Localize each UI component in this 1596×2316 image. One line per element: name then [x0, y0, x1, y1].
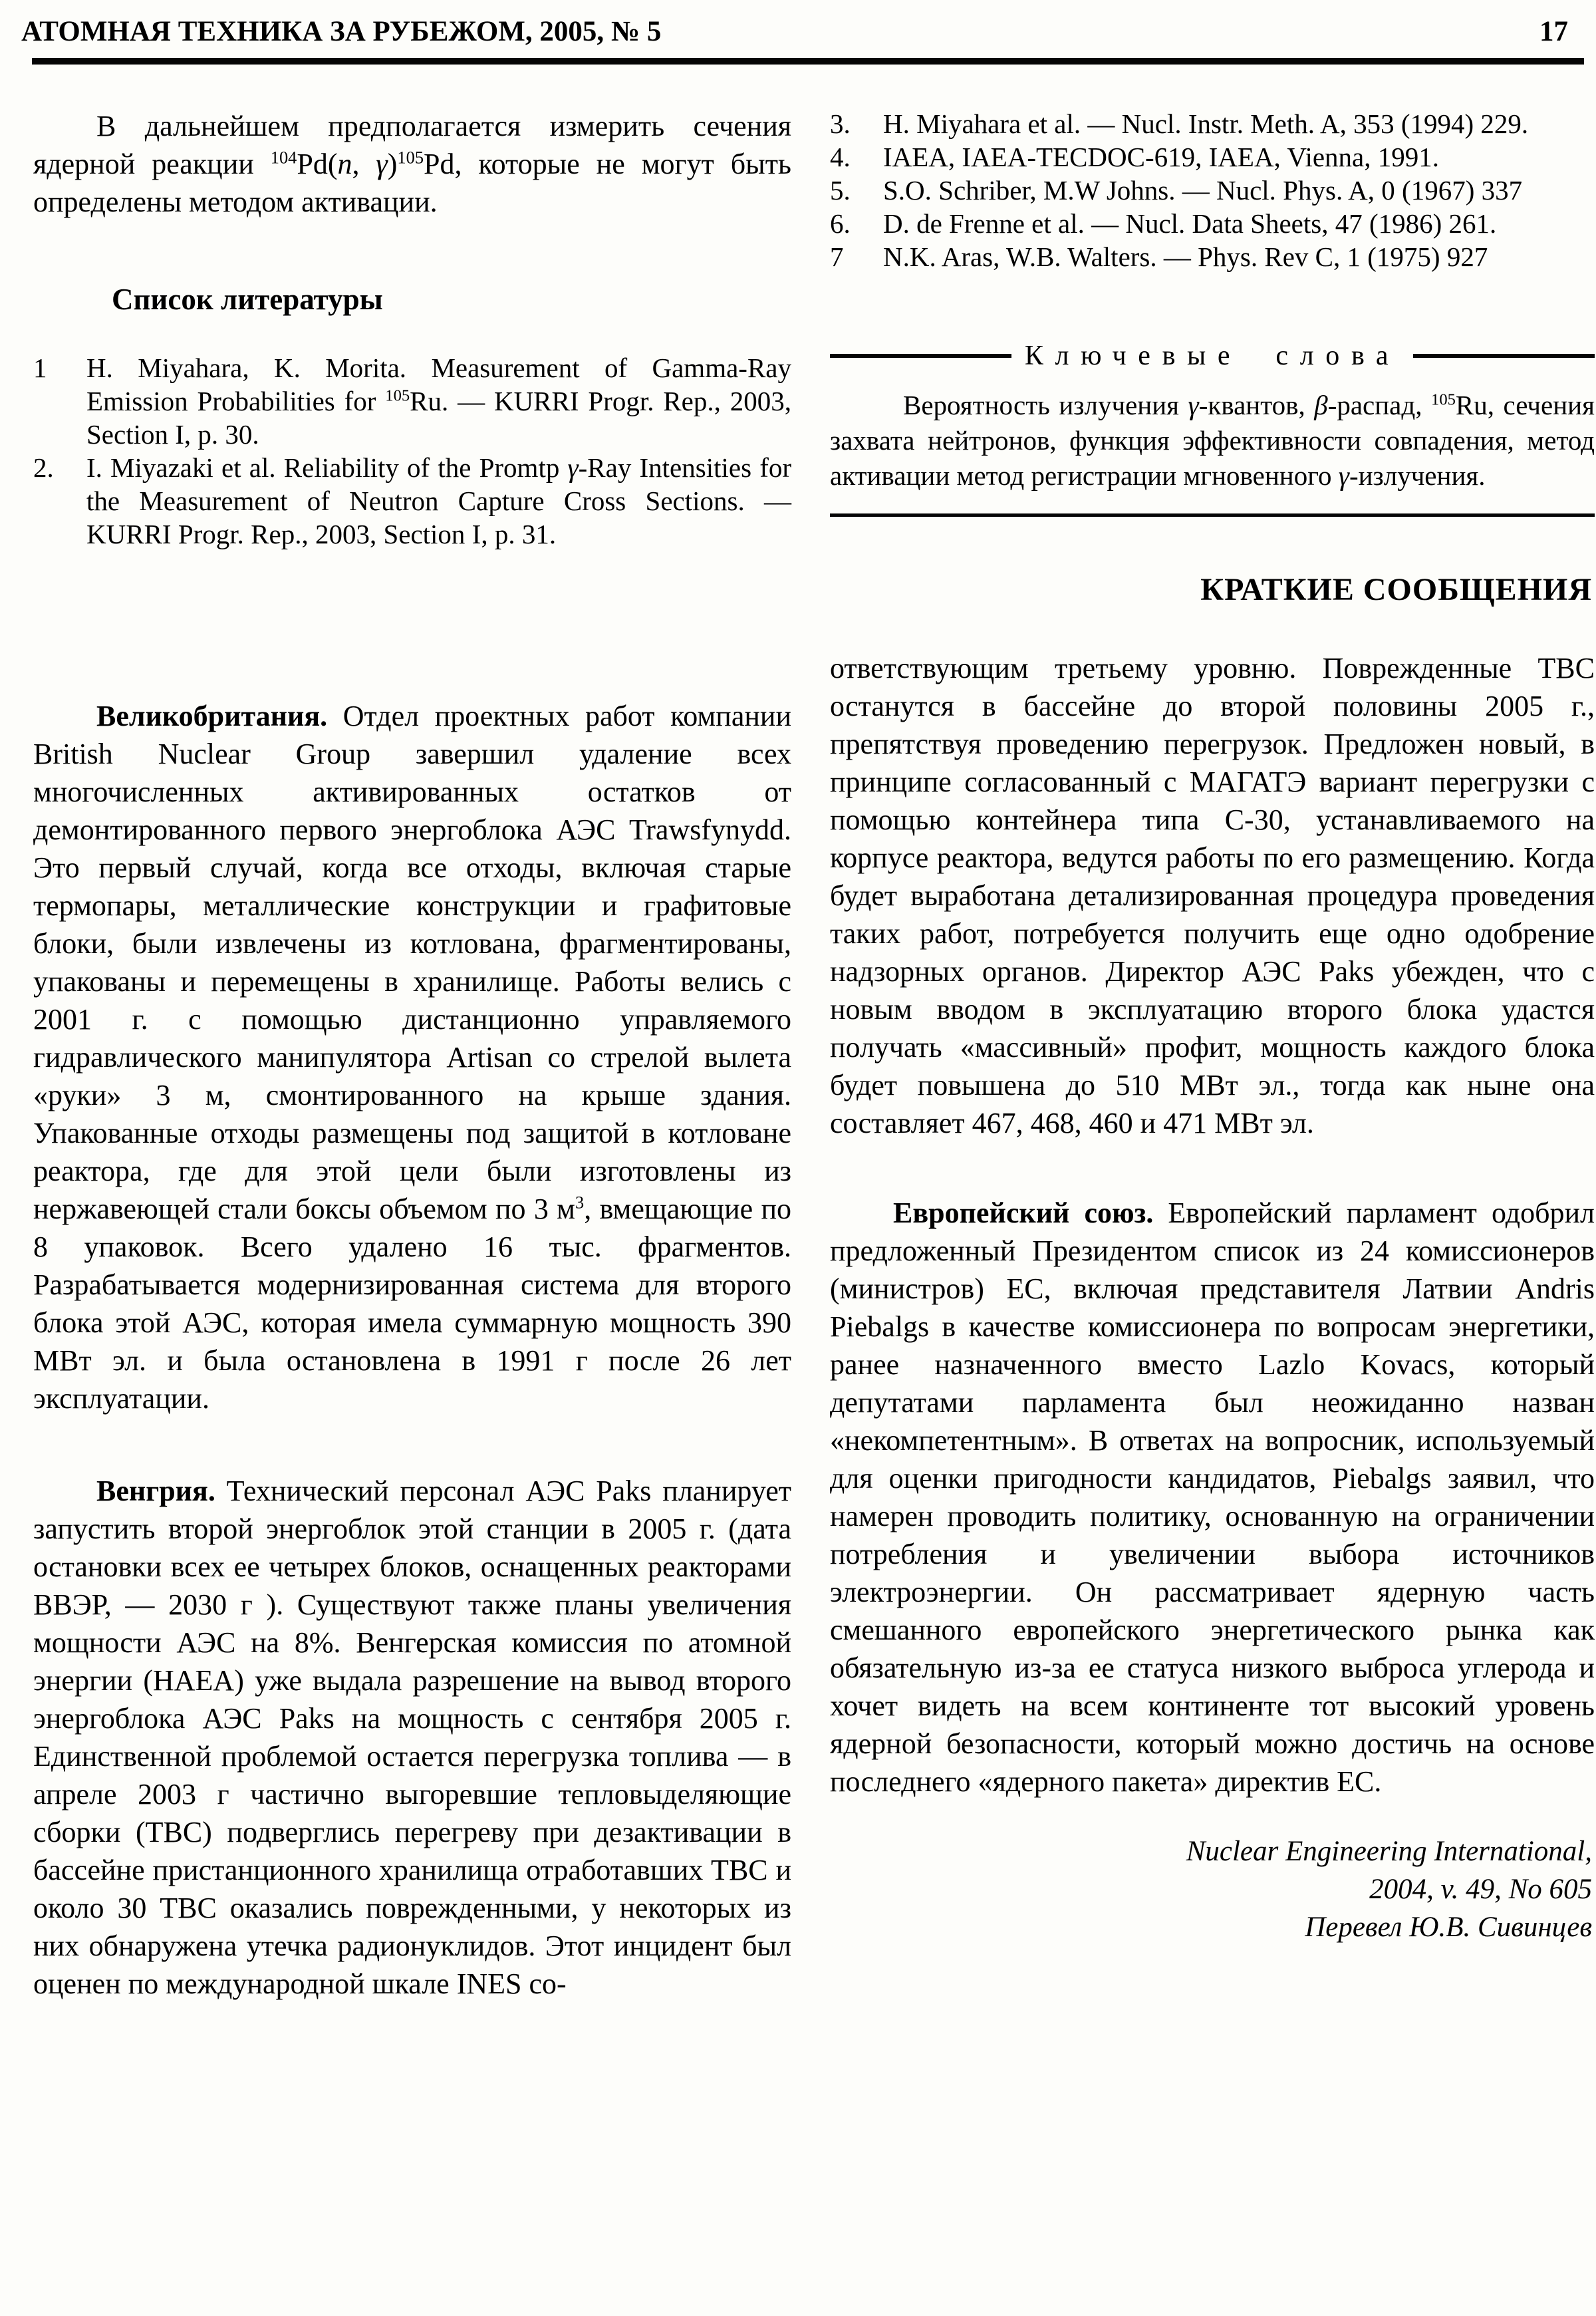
reference-number: 2.	[33, 452, 54, 484]
source-line-translator: Перевел Ю.В. Сивинцев	[1305, 1912, 1592, 1944]
reference-text: N.K. Aras, W.B. Walters. — Phys. Rev C, 1 (1975) 927	[883, 241, 1488, 273]
reference-number: 1	[33, 353, 47, 384]
reference-item	[830, 107, 1595, 140]
paragraph-hungary: Венгрия. Технический персонал АЭС Paks планирует запустить второй энергоблок этой станции в 2005 г. (дата остановки всех ее четырех блоков, оснащенных реакторами ВВЭР, — 2030 г ). Существуют также планы увеличения мощности АЭС на 8%. Венгерская комиссия по атомной энергии (HAEA) уже выдала разрешение на вывод второго энергоблока АЭС Paks на мощность с сентября 2005 г. Единственной проблемой остается перегрузка топлива — в апреле 2003 г частично выгоревшие тепловыделяющие сборки (ТВС) подверглись перегреву при дезактивации в бассейне пристанционного хранилища отработавших ТВС и около 30 ТВС оказались поврежденными, у некоторых из них обнаружена утечка радионуклидов. Этот инцидент был оценен по международной шкале INES со-	[33, 1475, 791, 2001]
paragraph-european-union: Европейский союз. Европейский парламент одобрил предложенный Президентом список из 24 комиссионеров (министров) ЕС, включая представителя Латвии Andris Piebalgs в качестве комиссионера по вопросам энергетики, ранее назначенного вместо Lazlo Kovacs, который депутатами парламента был неожиданно назван «некомпетентным». В ответах на вопросник, используемый для оценки пригодности кандидатов, Piebalgs заявил, что намерен проводить политику, основанную на ограничении потребления и увеличении выбора источников электроэнергии. Он рассматривает ядерную часть смешанного европейского энергетического рынка как обязательную из-за ее статуса низкого выброса углерода и хочет видеть на всем континенте тот высокий уровень ядерной безопасности, который можно достичь на основе последнего «ядерного пакета» директив ЕС.	[830, 1197, 1595, 1799]
references-list-right	[830, 107, 1595, 273]
source-line-journal: Nuclear Engineering International,	[1186, 1836, 1592, 1868]
source-line-issue: 2004, v. 49, No 605	[1369, 1874, 1592, 1906]
intro-paragraph: В дальнейшем предполагается измерить сечения ядерной реакции $^{104}$Pd(n, γ)$^{105}$Pd, которые не могут быть определены методом активации.	[33, 110, 791, 219]
reference-item	[830, 140, 1595, 174]
two-column-layout	[0, 65, 1596, 2003]
reference-text: S.O. Schriber, M.W Johns. — Nucl. Phys. A, 0 (1967) 337	[883, 175, 1523, 206]
reference-text: H. Miyahara et al. — Nucl. Instr. Meth. A, 353 (1994) 229.	[883, 108, 1529, 140]
references-heading: Список литературы	[112, 283, 383, 317]
right-column	[830, 107, 1595, 2003]
keywords-block	[830, 340, 1595, 517]
header-rule	[32, 58, 1584, 65]
keywords-rule-right	[1413, 354, 1595, 358]
reference-item	[830, 174, 1595, 207]
reference-number: 5.	[830, 175, 851, 206]
left-column	[33, 107, 791, 2003]
keywords-heading: Ключевые слова	[1024, 341, 1400, 372]
reference-text: I. Miyazaki et al. Reliability of the Promtp γ-Ray Intensities for the Measurement of Neutron Capture Cross Sections. — KURRI Progr. Rep., 2003, Section I, p. 31.	[86, 452, 792, 550]
keywords-heading-row	[830, 340, 1595, 372]
reference-number: 6.	[830, 208, 851, 239]
reference-number: 3.	[830, 108, 851, 140]
keywords-text: Вероятность излучения γ-квантов, β-распад, $^{105}$Ru, сечения захвата нейтронов, функция эффективности совпадения, метод активации метод регистрации мгновенного γ-излучения.	[830, 390, 1595, 492]
page-number: 17	[1539, 16, 1568, 47]
reference-number: 4.	[830, 142, 851, 173]
journal-title: АТОМНАЯ ТЕХНИКА ЗА РУБЕЖОМ, 2005, № 5	[21, 16, 662, 47]
paragraph-continuation: ответствующим третьему уровню. Поврежденные ТВС останутся в бассейне до второй половины 2005 г., препятствуя проведению перегрузок. Предложен новый, в принципе согласованный с МАГАТЭ вариант перегрузки с помощью контейнера типа С-30, устанавливаемого на корпусе реактора, ведутся работы по его размещению. Когда будет выработана детализированная процедура проведения таких работ, потребуется получить еще одно одобрение надзорных органов. Директор АЭС Paks убежден, что с новым вводом в эксплуатацию второго блока удастся получать «массивный» профит, мощность каждого блока будет повышена до 510 МВт эл., тогда как ныне она составляет 467, 468, 460 и 471 МВт эл.	[830, 652, 1595, 1140]
reference-text: IAEA, IAEA-TECDOC-619, IAEA, Vienna, 1991.	[883, 142, 1439, 173]
reference-item	[33, 351, 791, 451]
paragraph-united-kingdom: Великобритания. Отдел проектных работ компании British Nuclear Group завершил удаление всех многочисленных активированных остатков от демонтированного первого энергоблока АЭС Trawsfynydd. Это первый случай, когда все отходы, включая старые термопары, металлические конструкции и графитовые блоки, были извлечены из котлована, фрагментированы, упакованы и перемещены в хранилище. Работы велись с 2001 г. с помощью дистанционно управляемого гидравлического манипулятора Artisan со стрелой вылета «руки» 3 м, смонтированного на крыше здания. Упакованные отходы размещены под защитой в котловане реактора, где для этой цели были изготовлены из нержавеющей стали боксы объемом по 3 $м^3$, вмещающие по 8 упаковок. Всего удалено 16 тыс. фрагментов. Разрабатывается модернизированная система для второго блока этой АЭС, которая имела суммарную мощность 390 МВт эл. и была остановлена в 1991 г после 26 лет эксплуатации.	[33, 700, 791, 1415]
reference-text: H. Miyahara, K. Morita. Measurement of Gamma-Ray Emission Probabilities for $^{105}$Ru. — KURRI Progr. Rep., 2003, Section I, p. 30.	[86, 353, 791, 450]
reference-text: D. de Frenne et al. — Nucl. Data Sheets, 47 (1986) 261.	[883, 208, 1497, 239]
reference-item	[830, 207, 1595, 240]
source-attribution	[830, 1832, 1595, 1946]
reference-number: 7	[830, 241, 844, 273]
reference-item	[33, 451, 791, 551]
references-list-left	[33, 351, 791, 551]
reference-item	[830, 240, 1595, 273]
keywords-rule-left	[830, 354, 1011, 358]
section-heading-short-reports: КРАТКИЕ СООБЩЕНИЯ	[1200, 572, 1592, 608]
keywords-bottom-rule	[830, 513, 1595, 517]
page-header	[0, 0, 1596, 47]
